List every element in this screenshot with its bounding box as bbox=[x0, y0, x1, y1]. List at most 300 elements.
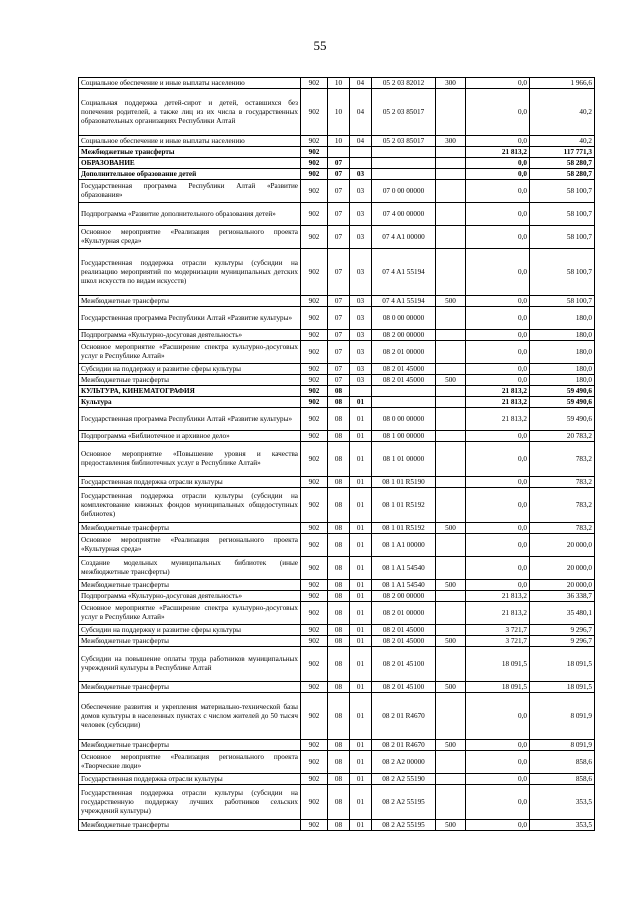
expense-type-code: 500 bbox=[436, 296, 466, 307]
ministry-code: 902 bbox=[301, 307, 328, 330]
subsection-code: 03 bbox=[350, 307, 372, 330]
subsection-code bbox=[350, 147, 372, 158]
table-row bbox=[79, 785, 595, 820]
ministry-code: 902 bbox=[301, 636, 328, 647]
item-name: Социальная поддержка детей-сирот и детей, оставшихся без попечения родителей, а также лиц из их числа в государственных образовательных организациях Республики Алтай bbox=[79, 89, 301, 136]
target-article-code: 08 2 01 00000 bbox=[372, 341, 436, 364]
target-article-code: 08 0 00 00000 bbox=[372, 307, 436, 330]
table-row bbox=[79, 774, 595, 785]
expense-type-code bbox=[436, 534, 466, 557]
expense-type-code bbox=[436, 647, 466, 682]
table-row bbox=[79, 740, 595, 751]
ministry-code: 902 bbox=[301, 180, 328, 203]
table-row bbox=[79, 523, 595, 534]
expense-type-code: 500 bbox=[436, 375, 466, 386]
target-article-code: 08 1 01 00000 bbox=[372, 442, 436, 477]
target-article-code: 08 2 00 00000 bbox=[372, 330, 436, 341]
ministry-code: 902 bbox=[301, 158, 328, 169]
section-code: 08 bbox=[328, 523, 350, 534]
item-name: Государственная поддержка отрасли культуры bbox=[79, 477, 301, 488]
amount-second: 58 100,7 bbox=[530, 296, 595, 307]
section-code: 08 bbox=[328, 820, 350, 831]
section-code: 07 bbox=[328, 330, 350, 341]
item-name: Межбюджетные трансферты bbox=[79, 636, 301, 647]
section-code: 07 bbox=[328, 226, 350, 249]
ministry-code: 902 bbox=[301, 89, 328, 136]
section-code: 08 bbox=[328, 682, 350, 693]
expense-type-code: 300 bbox=[436, 78, 466, 89]
amount-second: 59 490,6 bbox=[530, 397, 595, 408]
subsection-code: 04 bbox=[350, 136, 372, 147]
amount-second: 858,6 bbox=[530, 774, 595, 785]
table-row bbox=[79, 78, 595, 89]
amount-second: 117 771,3 bbox=[530, 147, 595, 158]
target-article-code bbox=[372, 386, 436, 397]
expense-type-code bbox=[436, 158, 466, 169]
amount-second: 18 091,5 bbox=[530, 647, 595, 682]
expense-type-code bbox=[436, 751, 466, 774]
section-code: 08 bbox=[328, 751, 350, 774]
ministry-code: 902 bbox=[301, 580, 328, 591]
amount-second: 20 783,2 bbox=[530, 431, 595, 442]
item-name: Государственная поддержка отрасли культуры (субсидии на комплектование книжных фондов муниципальных общедоступных библиотек) bbox=[79, 488, 301, 523]
amount-second: 58 280,7 bbox=[530, 158, 595, 169]
item-name: Межбюджетные трансферты bbox=[79, 682, 301, 693]
item-name: Обеспечение развития и укрепления материально-технической базы домов культуры в населенных пунктах с числом жителей до 50 тысяч человек (субсидии) bbox=[79, 693, 301, 740]
target-article-code: 07 0 00 00000 bbox=[372, 180, 436, 203]
target-article-code: 08 2 01 45000 bbox=[372, 625, 436, 636]
amount-first: 0,0 bbox=[466, 341, 530, 364]
amount-first: 18 091,5 bbox=[466, 682, 530, 693]
item-name: Субсидии на повышение оплаты труда работников муниципальных учреждений культуры в Республике Алтай bbox=[79, 647, 301, 682]
target-article-code: 08 2 01 45100 bbox=[372, 647, 436, 682]
amount-second: 58 280,7 bbox=[530, 169, 595, 180]
item-name: Межбюджетные трансферты bbox=[79, 375, 301, 386]
target-article-code: 08 2 01 R4670 bbox=[372, 740, 436, 751]
table-row bbox=[79, 203, 595, 226]
section-code: 08 bbox=[328, 636, 350, 647]
ministry-code: 902 bbox=[301, 364, 328, 375]
target-article-code: 08 1 A1 54540 bbox=[372, 557, 436, 580]
section-code: 08 bbox=[328, 557, 350, 580]
ministry-code: 902 bbox=[301, 693, 328, 740]
ministry-code: 902 bbox=[301, 602, 328, 625]
ministry-code: 902 bbox=[301, 386, 328, 397]
ministry-code: 902 bbox=[301, 375, 328, 386]
amount-second: 35 480,1 bbox=[530, 602, 595, 625]
target-article-code: 08 1 A1 00000 bbox=[372, 534, 436, 557]
item-name: Социальное обеспечение и иные выплаты населению bbox=[79, 78, 301, 89]
amount-first: 0,0 bbox=[466, 78, 530, 89]
amount-first: 21 813,2 bbox=[466, 591, 530, 602]
section-code: 10 bbox=[328, 78, 350, 89]
subsection-code: 01 bbox=[350, 397, 372, 408]
subsection-code: 01 bbox=[350, 442, 372, 477]
target-article-code: 08 0 00 00000 bbox=[372, 408, 436, 431]
item-name: Государственная программа Республики Алтай «Развитие образования» bbox=[79, 180, 301, 203]
expense-type-code: 500 bbox=[436, 636, 466, 647]
section-code: 08 bbox=[328, 477, 350, 488]
table-row bbox=[79, 180, 595, 203]
amount-second: 8 091,9 bbox=[530, 693, 595, 740]
ministry-code: 902 bbox=[301, 785, 328, 820]
target-article-code: 07 4 A1 55194 bbox=[372, 296, 436, 307]
section-code: 07 bbox=[328, 296, 350, 307]
amount-first: 0,0 bbox=[466, 740, 530, 751]
amount-first: 0,0 bbox=[466, 785, 530, 820]
amount-first: 0,0 bbox=[466, 180, 530, 203]
section-code: 07 bbox=[328, 341, 350, 364]
section-code: 08 bbox=[328, 397, 350, 408]
amount-first: 0,0 bbox=[466, 89, 530, 136]
subsection-code: 03 bbox=[350, 296, 372, 307]
amount-first: 0,0 bbox=[466, 158, 530, 169]
table-row bbox=[79, 296, 595, 307]
target-article-code: 08 1 01 R5192 bbox=[372, 523, 436, 534]
section-code: 08 bbox=[328, 580, 350, 591]
expense-type-code: 500 bbox=[436, 580, 466, 591]
item-name: Государственная программа Республики Алтай «Развитие культуры» bbox=[79, 408, 301, 431]
item-name: Основное мероприятие «Расширение спектра культурно-досуговых услуг в Республике Алтай» bbox=[79, 341, 301, 364]
item-name: Создание модельных муниципальных библиотек (иные межбюджетные трансферты) bbox=[79, 557, 301, 580]
target-article-code: 08 2 01 R4670 bbox=[372, 693, 436, 740]
ministry-code: 902 bbox=[301, 774, 328, 785]
item-name: Межбюджетные трансферты bbox=[79, 296, 301, 307]
table-row bbox=[79, 249, 595, 296]
section-code: 08 bbox=[328, 488, 350, 523]
ministry-code: 902 bbox=[301, 442, 328, 477]
item-name: Культура bbox=[79, 397, 301, 408]
section-code: 08 bbox=[328, 625, 350, 636]
amount-second: 180,0 bbox=[530, 364, 595, 375]
expense-type-code: 300 bbox=[436, 136, 466, 147]
table-row bbox=[79, 625, 595, 636]
amount-second: 9 296,7 bbox=[530, 636, 595, 647]
amount-second: 9 296,7 bbox=[530, 625, 595, 636]
section-code: 08 bbox=[328, 442, 350, 477]
expense-type-code: 500 bbox=[436, 523, 466, 534]
section-code: 08 bbox=[328, 774, 350, 785]
amount-second: 180,0 bbox=[530, 375, 595, 386]
amount-second: 180,0 bbox=[530, 341, 595, 364]
amount-second: 58 100,7 bbox=[530, 203, 595, 226]
amount-second: 783,2 bbox=[530, 477, 595, 488]
target-article-code: 08 2 00 00000 bbox=[372, 591, 436, 602]
expense-type-code bbox=[436, 488, 466, 523]
amount-first: 3 721,7 bbox=[466, 625, 530, 636]
amount-first: 21 813,2 bbox=[466, 602, 530, 625]
table-row bbox=[79, 364, 595, 375]
section-code: 07 bbox=[328, 307, 350, 330]
subsection-code: 01 bbox=[350, 647, 372, 682]
ministry-code: 902 bbox=[301, 488, 328, 523]
table-row bbox=[79, 534, 595, 557]
item-name: Основное мероприятие «Реализация регионального проекта «Культурная среда» bbox=[79, 226, 301, 249]
expense-type-code bbox=[436, 477, 466, 488]
subsection-code: 01 bbox=[350, 625, 372, 636]
section-code: 08 bbox=[328, 647, 350, 682]
ministry-code: 902 bbox=[301, 431, 328, 442]
item-name: Межбюджетные трансферты bbox=[79, 740, 301, 751]
amount-second: 58 100,7 bbox=[530, 249, 595, 296]
amount-second: 8 091,9 bbox=[530, 740, 595, 751]
section-code: 07 bbox=[328, 364, 350, 375]
expense-type-code bbox=[436, 180, 466, 203]
ministry-code: 902 bbox=[301, 341, 328, 364]
item-name: Подпрограмма «Развитие дополнительного образования детей» bbox=[79, 203, 301, 226]
amount-first: 0,0 bbox=[466, 477, 530, 488]
expense-type-code bbox=[436, 330, 466, 341]
section-code: 08 bbox=[328, 602, 350, 625]
table-row bbox=[79, 431, 595, 442]
subsection-code: 01 bbox=[350, 602, 372, 625]
subsection-code: 03 bbox=[350, 203, 372, 226]
expense-type-code bbox=[436, 625, 466, 636]
section-code: 08 bbox=[328, 534, 350, 557]
expense-type-code bbox=[436, 203, 466, 226]
amount-second: 858,6 bbox=[530, 751, 595, 774]
table-row bbox=[79, 169, 595, 180]
table-row bbox=[79, 307, 595, 330]
amount-second: 783,2 bbox=[530, 488, 595, 523]
ministry-code: 902 bbox=[301, 820, 328, 831]
item-name: Основное мероприятие «Расширение спектра культурно-досуговых услуг в Республике Алтай» bbox=[79, 602, 301, 625]
section-code: 08 bbox=[328, 591, 350, 602]
item-name: Межбюджетные трансферты bbox=[79, 580, 301, 591]
subsection-code: 03 bbox=[350, 341, 372, 364]
item-name: Подпрограмма «Культурно-досуговая деятельность» bbox=[79, 330, 301, 341]
amount-first: 0,0 bbox=[466, 523, 530, 534]
table-row bbox=[79, 751, 595, 774]
amount-second: 1 966,6 bbox=[530, 78, 595, 89]
section-code: 08 bbox=[328, 386, 350, 397]
subsection-code: 01 bbox=[350, 557, 372, 580]
budget-table bbox=[78, 77, 595, 831]
amount-first: 0,0 bbox=[466, 774, 530, 785]
amount-first: 21 813,2 bbox=[466, 408, 530, 431]
subsection-code: 03 bbox=[350, 364, 372, 375]
expense-type-code bbox=[436, 774, 466, 785]
subsection-code: 01 bbox=[350, 820, 372, 831]
expense-type-code bbox=[436, 431, 466, 442]
item-name: Межбюджетные трансферты bbox=[79, 523, 301, 534]
amount-first: 21 813,2 bbox=[466, 147, 530, 158]
table-row bbox=[79, 682, 595, 693]
section-code: 08 bbox=[328, 693, 350, 740]
target-article-code: 08 2 01 45000 bbox=[372, 364, 436, 375]
amount-first: 0,0 bbox=[466, 534, 530, 557]
target-article-code: 08 2 A2 55190 bbox=[372, 774, 436, 785]
expense-type-code bbox=[436, 89, 466, 136]
amount-first: 0,0 bbox=[466, 488, 530, 523]
ministry-code: 902 bbox=[301, 169, 328, 180]
ministry-code: 902 bbox=[301, 249, 328, 296]
section-code: 08 bbox=[328, 785, 350, 820]
amount-first: 0,0 bbox=[466, 751, 530, 774]
target-article-code: 08 1 00 00000 bbox=[372, 431, 436, 442]
subsection-code: 01 bbox=[350, 740, 372, 751]
budget-table-body bbox=[79, 78, 595, 831]
ministry-code: 902 bbox=[301, 136, 328, 147]
item-name: Дополнительное образование детей bbox=[79, 169, 301, 180]
amount-second: 40,2 bbox=[530, 136, 595, 147]
table-row bbox=[79, 477, 595, 488]
table-row bbox=[79, 636, 595, 647]
table-row bbox=[79, 158, 595, 169]
table-row bbox=[79, 647, 595, 682]
ministry-code: 902 bbox=[301, 203, 328, 226]
subsection-code: 01 bbox=[350, 477, 372, 488]
item-name: Основное мероприятие «Повышение уровня и качества предоставления библиотечных услуг в Республике Алтай» bbox=[79, 442, 301, 477]
item-name: Государственная поддержка отрасли культуры (субсидии на государственную поддержку лучших работников сельских учреждений культуры) bbox=[79, 785, 301, 820]
amount-first: 0,0 bbox=[466, 330, 530, 341]
subsection-code: 01 bbox=[350, 580, 372, 591]
amount-second: 783,2 bbox=[530, 442, 595, 477]
expense-type-code bbox=[436, 442, 466, 477]
target-article-code bbox=[372, 169, 436, 180]
subsection-code: 01 bbox=[350, 591, 372, 602]
item-name: Подпрограмма «Культурно-досуговая деятельность» bbox=[79, 591, 301, 602]
ministry-code: 902 bbox=[301, 751, 328, 774]
ministry-code: 902 bbox=[301, 591, 328, 602]
amount-first: 0,0 bbox=[466, 580, 530, 591]
section-code: 08 bbox=[328, 740, 350, 751]
amount-first: 0,0 bbox=[466, 364, 530, 375]
section-code: 10 bbox=[328, 136, 350, 147]
subsection-code: 01 bbox=[350, 751, 372, 774]
section-code: 07 bbox=[328, 180, 350, 203]
expense-type-code bbox=[436, 249, 466, 296]
amount-first: 0,0 bbox=[466, 169, 530, 180]
target-article-code: 08 2 01 00000 bbox=[372, 602, 436, 625]
section-code bbox=[328, 147, 350, 158]
table-row bbox=[79, 820, 595, 831]
expense-type-code bbox=[436, 693, 466, 740]
amount-second: 58 100,7 bbox=[530, 226, 595, 249]
ministry-code: 902 bbox=[301, 397, 328, 408]
page-number: 55 bbox=[313, 38, 327, 53]
table-row bbox=[79, 136, 595, 147]
amount-first: 0,0 bbox=[466, 136, 530, 147]
table-row bbox=[79, 580, 595, 591]
ministry-code: 902 bbox=[301, 330, 328, 341]
ministry-code: 902 bbox=[301, 147, 328, 158]
ministry-code: 902 bbox=[301, 740, 328, 751]
subsection-code: 03 bbox=[350, 169, 372, 180]
table-row bbox=[79, 147, 595, 158]
amount-first: 0,0 bbox=[466, 307, 530, 330]
amount-second: 180,0 bbox=[530, 330, 595, 341]
item-name: Субсидии на поддержку и развитие сферы культуры bbox=[79, 625, 301, 636]
target-article-code: 08 2 A2 55195 bbox=[372, 820, 436, 831]
subsection-code: 01 bbox=[350, 488, 372, 523]
table-row bbox=[79, 386, 595, 397]
table-row bbox=[79, 330, 595, 341]
table-row bbox=[79, 488, 595, 523]
expense-type-code bbox=[436, 147, 466, 158]
section-code: 07 bbox=[328, 203, 350, 226]
amount-second: 180,0 bbox=[530, 307, 595, 330]
amount-first: 0,0 bbox=[466, 693, 530, 740]
subsection-code: 01 bbox=[350, 693, 372, 740]
target-article-code: 07 4 A1 00000 bbox=[372, 226, 436, 249]
amount-second: 40,2 bbox=[530, 89, 595, 136]
subsection-code bbox=[350, 386, 372, 397]
expense-type-code bbox=[436, 785, 466, 820]
subsection-code: 04 bbox=[350, 78, 372, 89]
section-code: 07 bbox=[328, 169, 350, 180]
item-name: Государственная программа Республики Алтай «Развитие культуры» bbox=[79, 307, 301, 330]
ministry-code: 902 bbox=[301, 647, 328, 682]
target-article-code: 08 2 A2 55195 bbox=[372, 785, 436, 820]
amount-first: 0,0 bbox=[466, 203, 530, 226]
subsection-code: 03 bbox=[350, 226, 372, 249]
target-article-code: 05 2 03 82012 bbox=[372, 78, 436, 89]
expense-type-code: 500 bbox=[436, 820, 466, 831]
expense-type-code: 500 bbox=[436, 682, 466, 693]
table-row bbox=[79, 591, 595, 602]
subsection-code: 01 bbox=[350, 774, 372, 785]
amount-second: 36 338,7 bbox=[530, 591, 595, 602]
subsection-code: 01 bbox=[350, 408, 372, 431]
target-article-code bbox=[372, 158, 436, 169]
target-article-code: 08 2 01 45000 bbox=[372, 375, 436, 386]
subsection-code: 04 bbox=[350, 89, 372, 136]
table-row bbox=[79, 375, 595, 386]
expense-type-code: 500 bbox=[436, 740, 466, 751]
amount-first: 0,0 bbox=[466, 820, 530, 831]
ministry-code: 902 bbox=[301, 477, 328, 488]
subsection-code: 01 bbox=[350, 534, 372, 557]
ministry-code: 902 bbox=[301, 296, 328, 307]
section-code: 07 bbox=[328, 375, 350, 386]
amount-first: 3 721,7 bbox=[466, 636, 530, 647]
amount-second: 783,2 bbox=[530, 523, 595, 534]
item-name: КУЛЬТУРА, КИНЕМАТОГРАФИЯ bbox=[79, 386, 301, 397]
target-article-code: 07 4 00 00000 bbox=[372, 203, 436, 226]
target-article-code: 08 1 01 R5192 bbox=[372, 488, 436, 523]
ministry-code: 902 bbox=[301, 523, 328, 534]
amount-first: 21 813,2 bbox=[466, 386, 530, 397]
table-row bbox=[79, 408, 595, 431]
ministry-code: 902 bbox=[301, 78, 328, 89]
expense-type-code bbox=[436, 226, 466, 249]
target-article-code: 05 2 03 85017 bbox=[372, 136, 436, 147]
subsection-code: 01 bbox=[350, 431, 372, 442]
item-name: Межбюджетные трансферты bbox=[79, 820, 301, 831]
amount-first: 0,0 bbox=[466, 296, 530, 307]
target-article-code: 07 4 A1 55194 bbox=[372, 249, 436, 296]
amount-first: 0,0 bbox=[466, 375, 530, 386]
item-name: Межбюджетные трансферты bbox=[79, 147, 301, 158]
expense-type-code bbox=[436, 307, 466, 330]
item-name: Основное мероприятие «Реализация регионального проекта «Культурная среда» bbox=[79, 534, 301, 557]
expense-type-code bbox=[436, 364, 466, 375]
amount-second: 20 000,0 bbox=[530, 580, 595, 591]
table-row bbox=[79, 226, 595, 249]
amount-first: 0,0 bbox=[466, 249, 530, 296]
item-name: Подпрограмма «Библиотечное и архивное дело» bbox=[79, 431, 301, 442]
subsection-code: 01 bbox=[350, 682, 372, 693]
subsection-code: 01 bbox=[350, 636, 372, 647]
amount-first: 0,0 bbox=[466, 557, 530, 580]
ministry-code: 902 bbox=[301, 408, 328, 431]
table-row bbox=[79, 602, 595, 625]
section-code: 07 bbox=[328, 249, 350, 296]
target-article-code bbox=[372, 397, 436, 408]
target-article-code: 08 1 01 R5190 bbox=[372, 477, 436, 488]
ministry-code: 902 bbox=[301, 682, 328, 693]
